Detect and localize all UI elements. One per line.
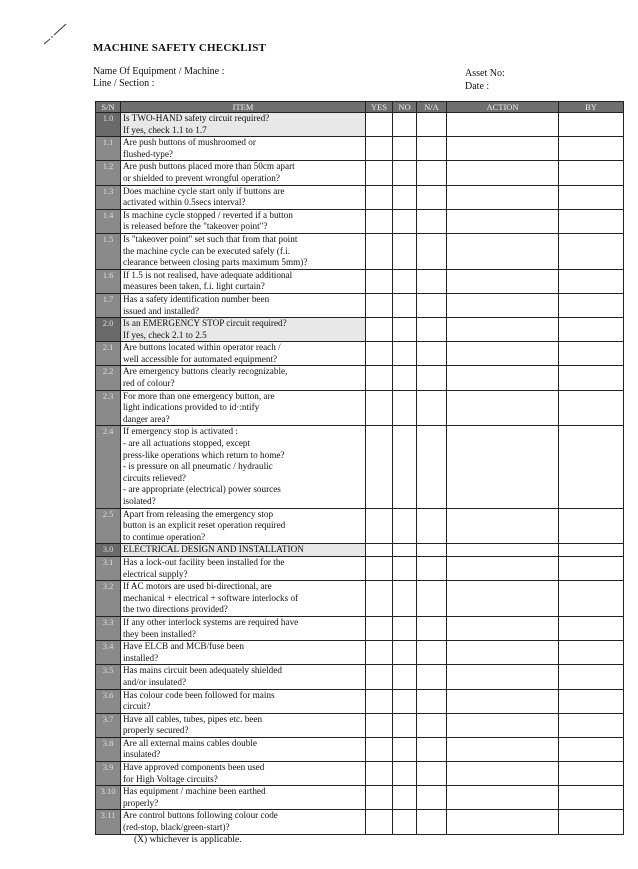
item-number: 1.7 [96,293,121,317]
item-text-line: Are push buttons of mushroomed or [123,137,256,148]
item-text-line: Is machine cycle stopped / reverted if a button [123,209,293,220]
answer-cell-by[interactable] [559,544,624,557]
answer-cell-no[interactable] [393,616,417,640]
item-text [121,113,366,137]
item-text-line: properly? [123,797,159,808]
item-text-line: circuit? [123,701,151,712]
item-text-line: Are buttons located within operator reach / [123,342,281,353]
item-number: 2.3 [96,390,121,426]
item-text-line: is released before the "takeover point"? [123,221,268,232]
item-number: 3.7 [96,713,121,737]
item-number: 3.0 [96,544,121,557]
item-text-line: well accessible for automated equipment? [123,353,278,364]
item-number: 3.3 [96,616,121,640]
answer-cell-by[interactable] [559,233,624,269]
item-text-line: - are all actuations stopped, except [123,438,251,449]
item-number: 2.4 [96,426,121,508]
table-row [96,581,624,617]
answer-cell-action[interactable] [447,293,559,317]
table-row [96,390,624,426]
item-text-line: Apart from releasing the emergency stop [123,508,274,519]
item-text-line: Have ELCB and MCB/fuse been [123,641,244,652]
item-text-line: they been installed? [123,628,196,639]
footnote: (X) whichever is applicable. [134,835,242,845]
table-row [96,426,624,508]
answer-cell-by[interactable] [559,366,624,390]
line-section-label: Line / Section : [93,78,155,89]
answer-cell-action[interactable] [447,508,559,544]
item-text-line: Are all external mains cables double [123,737,257,748]
answer-cell-no[interactable] [393,318,417,342]
item-text-line: electrical supply? [123,568,188,579]
asset-number-label: Asset No: [465,68,505,79]
answer-cell-action[interactable] [447,786,559,810]
item-text [121,665,366,689]
answer-cell-by[interactable] [559,737,624,761]
item-text [121,137,366,161]
item-number: 1.4 [96,209,121,233]
table-row [96,269,624,293]
item-text [121,544,366,557]
item-number: 3.1 [96,556,121,580]
answer-cell-by[interactable] [559,810,624,834]
pen-mark-icon [40,20,70,50]
column-header-action: ACTION [447,102,559,113]
answer-cell-na[interactable] [417,209,447,233]
item-text-line: Are control buttons following colour code [123,810,278,821]
item-text [121,689,366,713]
answer-cell-by[interactable] [559,689,624,713]
answer-cell-no[interactable] [393,762,417,786]
table-row [96,810,624,834]
answer-cell-yes[interactable] [366,762,393,786]
item-text-line: If 1.5 is not realised, have adequate additional [123,269,293,280]
answer-cell-by[interactable] [559,713,624,737]
item-text [121,762,366,786]
answer-cell-action[interactable] [447,544,559,557]
answer-cell-no[interactable] [393,113,417,137]
item-text [121,641,366,665]
answer-cell-action[interactable] [447,713,559,737]
answer-cell-yes[interactable] [366,426,393,508]
item-text-line: activated within 0.5secs interval? [123,197,246,208]
answer-cell-action[interactable] [447,641,559,665]
answer-cell-no[interactable] [393,786,417,810]
item-text-line: If any other interlock systems are required have [123,616,299,627]
item-text-line: Are push buttons placed more than 50cm apart [123,161,295,172]
answer-cell-yes[interactable] [366,113,393,137]
table-row [96,366,624,390]
item-number: 1.6 [96,269,121,293]
answer-cell-action[interactable] [447,616,559,640]
item-number: 1.2 [96,161,121,185]
item-text-line: If yes, check 1.1 to 1.7 [123,124,207,135]
item-number: 1.1 [96,137,121,161]
answer-cell-by[interactable] [559,581,624,617]
answer-cell-na[interactable] [417,556,447,580]
table-row [96,137,624,161]
item-text [121,810,366,834]
answer-cell-action[interactable] [447,366,559,390]
answer-cell-yes[interactable] [366,581,393,617]
answer-cell-no[interactable] [393,293,417,317]
item-number: 2.0 [96,318,121,342]
column-header-na: N/A [417,102,447,113]
table-row [96,713,624,737]
answer-cell-na[interactable] [417,113,447,137]
answer-cell-na[interactable] [417,269,447,293]
answer-cell-by[interactable] [559,161,624,185]
item-number: 1.3 [96,185,121,209]
answer-cell-na[interactable] [417,318,447,342]
item-number: 3.11 [96,810,121,834]
item-text [121,269,366,293]
answer-cell-yes[interactable] [366,233,393,269]
answer-cell-yes[interactable] [366,209,393,233]
answer-cell-na[interactable] [417,762,447,786]
answer-cell-no[interactable] [393,137,417,161]
answer-cell-action[interactable] [447,185,559,209]
answer-cell-no[interactable] [393,269,417,293]
table-row [96,161,624,185]
answer-cell-na[interactable] [417,689,447,713]
answer-cell-by[interactable] [559,665,624,689]
item-text-line: danger area? [123,413,170,424]
item-text-line: Are emergency buttons clearly recognizable, [123,366,288,377]
answer-cell-action[interactable] [447,161,559,185]
item-text-line: Has equipment / machine been earthed [123,786,266,797]
item-text [121,209,366,233]
answer-cell-action[interactable] [447,581,559,617]
answer-cell-action[interactable] [447,810,559,834]
answer-cell-na[interactable] [417,137,447,161]
answer-cell-by[interactable] [559,293,624,317]
answer-cell-no[interactable] [393,737,417,761]
item-text-line: installed? [123,652,159,663]
answer-cell-no[interactable] [393,665,417,689]
answer-cell-by[interactable] [559,137,624,161]
section-row [96,318,624,342]
answer-cell-no[interactable] [393,508,417,544]
item-text-line: Has colour code been followed for mains [123,689,275,700]
answer-cell-na[interactable] [417,390,447,426]
answer-cell-no[interactable] [393,342,417,366]
answer-cell-yes[interactable] [366,342,393,366]
answer-cell-yes[interactable] [366,713,393,737]
answer-cell-na[interactable] [417,737,447,761]
answer-cell-na[interactable] [417,185,447,209]
item-text-line: Have approved components been used [123,762,265,773]
item-number: 3.2 [96,581,121,617]
item-text-line: - are appropriate (electrical) power sources [123,484,281,495]
item-text [121,293,366,317]
answer-cell-na[interactable] [417,616,447,640]
answer-cell-na[interactable] [417,508,447,544]
answer-cell-no[interactable] [393,209,417,233]
answer-cell-no[interactable] [393,544,417,557]
table-row [96,556,624,580]
answer-cell-no[interactable] [393,366,417,390]
answer-cell-action[interactable] [447,137,559,161]
item-text [121,786,366,810]
answer-cell-no[interactable] [393,185,417,209]
column-header-item: ITEM [121,102,366,113]
answer-cell-na[interactable] [417,426,447,508]
answer-cell-by[interactable] [559,616,624,640]
item-text-line: If emergency stop is activated : [123,426,238,437]
item-text [121,426,366,508]
date-label: Date : [465,81,490,92]
item-text [121,366,366,390]
answer-cell-no[interactable] [393,581,417,617]
answer-cell-na[interactable] [417,581,447,617]
answer-cell-action[interactable] [447,665,559,689]
item-text-line: mechanical + electrical + software interlocks of [123,592,299,603]
answer-cell-yes[interactable] [366,810,393,834]
item-number: 2.1 [96,342,121,366]
table-header-row [96,102,624,113]
answer-cell-no[interactable] [393,689,417,713]
item-text-line: and/or insulated? [123,676,187,687]
answer-cell-yes[interactable] [366,390,393,426]
answer-cell-yes[interactable] [366,293,393,317]
item-text-line: Is "takeover point" set such that from that point [123,233,298,244]
item-text [121,713,366,737]
answer-cell-action[interactable] [447,426,559,508]
item-number: 3.10 [96,786,121,810]
column-header-yes: YES [366,102,393,113]
section-row [96,544,624,557]
answer-cell-no[interactable] [393,426,417,508]
item-text-line: - is pressure on all pneumatic / hydraulic [123,461,273,472]
answer-cell-no[interactable] [393,713,417,737]
answer-cell-no[interactable] [393,810,417,834]
answer-cell-yes[interactable] [366,269,393,293]
item-text-line: ELECTRICAL DESIGN AND INSTALLATION [123,544,304,555]
table-row [96,786,624,810]
answer-cell-by[interactable] [559,185,624,209]
item-text [121,581,366,617]
item-text-line: If AC motors are used bi-directional, are [123,581,272,592]
answer-cell-by[interactable] [559,641,624,665]
answer-cell-na[interactable] [417,786,447,810]
answer-cell-action[interactable] [447,113,559,137]
item-text-line: light indications provided to id·:ntify [123,402,260,413]
answer-cell-yes[interactable] [366,737,393,761]
table-row [96,233,624,269]
item-text-line: properly secured? [123,725,189,736]
item-text-line: Is TWO-HAND safety circuit required? [123,113,270,123]
equipment-name-label: Name Of Equipment / Machine : [93,66,225,77]
answer-cell-by[interactable] [559,318,624,342]
answer-cell-na[interactable] [417,810,447,834]
item-text [121,342,366,366]
answer-cell-na[interactable] [417,665,447,689]
table-row [96,737,624,761]
answer-cell-na[interactable] [417,366,447,390]
answer-cell-na[interactable] [417,342,447,366]
item-text [121,185,366,209]
table-row [96,616,624,640]
item-text [121,161,366,185]
item-text-line: If yes, check 2.1 to 2.5 [123,329,207,340]
item-number: 3.6 [96,689,121,713]
item-text-line: Does machine cycle start only if buttons are [123,185,285,196]
item-text-line: press-like operations which return to home? [123,449,285,460]
column-header-by: BY [559,102,624,113]
item-text-line: or shielded to prevent wrongful operation? [123,172,280,183]
item-text-line: Is an EMERGENCY STOP circuit required? [123,318,287,329]
item-text-line: Have all cables, tubes, pipes etc. been [123,713,263,724]
answer-cell-action[interactable] [447,390,559,426]
answer-cell-no[interactable] [393,161,417,185]
item-text [121,390,366,426]
item-text-line: clearance between closing parts maximum 5mm)? [123,257,308,268]
answer-cell-no[interactable] [393,233,417,269]
section-row [96,113,624,137]
table-row [96,689,624,713]
answer-cell-na[interactable] [417,233,447,269]
item-text-line: circuits relieved? [123,472,187,483]
table-row [96,641,624,665]
item-text-line: For more than one emergency button, are [123,390,275,401]
answer-cell-by[interactable] [559,426,624,508]
item-text-line: Has mains circuit been adequately shielded [123,665,282,676]
answer-cell-action[interactable] [447,269,559,293]
table-row [96,665,624,689]
item-number: 2.2 [96,366,121,390]
answer-cell-na[interactable] [417,641,447,665]
answer-cell-by[interactable] [559,390,624,426]
answer-cell-yes[interactable] [366,641,393,665]
answer-cell-yes[interactable] [366,161,393,185]
item-text-line: Has a lock-out facility been installed for the [123,556,285,567]
answer-cell-yes[interactable] [366,544,393,557]
item-text-line: issued and installed? [123,305,200,316]
item-number: 1.0 [96,113,121,137]
item-text-line: for High Voltage circuits? [123,773,218,784]
item-text-line: measures been taken, f.i. light curtain? [123,281,265,292]
column-header-no: NO [393,102,417,113]
item-text-line: to continue operation? [123,531,206,542]
answer-cell-no[interactable] [393,556,417,580]
item-text [121,508,366,544]
answer-cell-no[interactable] [393,641,417,665]
answer-cell-by[interactable] [559,762,624,786]
item-text-line: (red-stop, black/green-start)? [123,822,230,833]
item-text [121,616,366,640]
item-text-line: the machine cycle can be executed safely (f.i. [123,245,291,256]
item-number: 1.5 [96,233,121,269]
answer-cell-yes[interactable] [366,366,393,390]
column-header-sn: S/N [96,102,121,113]
table-row [96,508,624,544]
item-number: 3.8 [96,737,121,761]
answer-cell-yes[interactable] [366,786,393,810]
answer-cell-yes[interactable] [366,689,393,713]
item-text-line: insulated? [123,749,161,760]
answer-cell-action[interactable] [447,233,559,269]
table-row [96,185,624,209]
answer-cell-yes[interactable] [366,185,393,209]
answer-cell-by[interactable] [559,556,624,580]
table-row [96,293,624,317]
checklist-table [95,101,624,835]
item-number: 3.4 [96,641,121,665]
item-text [121,233,366,269]
item-number: 3.9 [96,762,121,786]
answer-cell-by[interactable] [559,209,624,233]
answer-cell-by[interactable] [559,113,624,137]
item-text [121,737,366,761]
answer-cell-by[interactable] [559,786,624,810]
item-text-line: the two directions provided? [123,604,228,615]
answer-cell-yes[interactable] [366,665,393,689]
table-row [96,762,624,786]
answer-cell-by[interactable] [559,269,624,293]
answer-cell-yes[interactable] [366,556,393,580]
answer-cell-na[interactable] [417,544,447,557]
answer-cell-action[interactable] [447,318,559,342]
item-text [121,318,366,342]
answer-cell-action[interactable] [447,556,559,580]
answer-cell-by[interactable] [559,508,624,544]
answer-cell-yes[interactable] [366,137,393,161]
answer-cell-action[interactable] [447,737,559,761]
item-number: 2.5 [96,508,121,544]
item-number: 3.5 [96,665,121,689]
item-text [121,556,366,580]
item-text-line: isolated? [123,496,156,506]
item-text-line: button is an explicit reset operation required [123,520,286,531]
answer-cell-na[interactable] [417,161,447,185]
page-title: MACHINE SAFETY CHECKLIST [93,42,267,54]
item-text-line: flushed-type? [123,148,174,159]
answer-cell-action[interactable] [447,762,559,786]
answer-cell-yes[interactable] [366,616,393,640]
item-text-line: red of colour? [123,378,175,389]
item-text-line: Has a safety identification number been [123,293,270,304]
answer-cell-yes[interactable] [366,508,393,544]
table-row [96,209,624,233]
answer-cell-by[interactable] [559,342,624,366]
answer-cell-action[interactable] [447,342,559,366]
answer-cell-action[interactable] [447,209,559,233]
answer-cell-no[interactable] [393,390,417,426]
answer-cell-na[interactable] [417,293,447,317]
answer-cell-yes[interactable] [366,318,393,342]
answer-cell-action[interactable] [447,689,559,713]
table-row [96,342,624,366]
answer-cell-na[interactable] [417,713,447,737]
